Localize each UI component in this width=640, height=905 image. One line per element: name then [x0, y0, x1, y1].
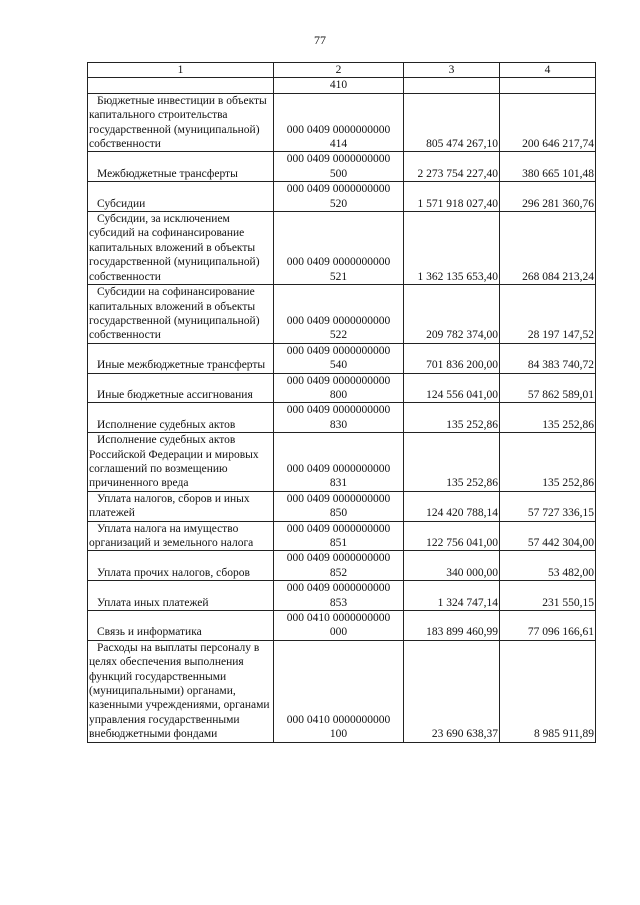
continuation-value1-cell: [404, 78, 500, 93]
row-code-line1: 000 0409 0000000000: [286, 153, 391, 166]
table-row: [88, 343, 596, 373]
row-code-line2: 850: [329, 507, 348, 520]
row-code-cell: [274, 521, 404, 551]
row-code-cell: [274, 491, 404, 521]
row-value2-cell: 296 281 360,76: [500, 182, 596, 212]
row-code-line1: 000 0409 0000000000: [286, 552, 391, 565]
row-code-line1: 000 0409 0000000000: [286, 344, 391, 357]
row-code-line2: 831: [329, 477, 348, 490]
table-row: [88, 212, 596, 285]
row-code-line1: 000 0409 0000000000: [286, 183, 391, 196]
continuation-row: [88, 78, 596, 93]
row-value1-cell: 1 324 747,14: [404, 581, 500, 611]
row-code-cell: [274, 182, 404, 212]
row-value2-cell: 231 550,15: [500, 581, 596, 611]
row-code-line1: 000 0409 0000000000: [286, 256, 391, 269]
column-header-2: 2: [274, 63, 404, 78]
row-value1-cell: 2 273 754 227,40: [404, 152, 500, 182]
row-code-line1: 000 0409 0000000000: [286, 522, 391, 535]
continuation-name-cell: [88, 78, 274, 93]
table-row: [88, 611, 596, 641]
row-value1-cell: 183 899 460,99: [404, 611, 500, 641]
table-row: [88, 521, 596, 551]
row-value1-cell: 124 556 041,00: [404, 373, 500, 403]
row-code-cell: [274, 403, 404, 433]
table-row: [88, 373, 596, 403]
row-name-cell: Иные межбюджетные трансферты: [88, 343, 274, 373]
column-header-1: 1: [88, 63, 274, 78]
row-value1-cell: 209 782 374,00: [404, 285, 500, 344]
table-row: [88, 433, 596, 492]
row-code-line2: 852: [329, 566, 348, 579]
table-row: [88, 491, 596, 521]
row-code-line2: 100: [329, 728, 348, 741]
row-code-line1: 000 0409 0000000000: [286, 462, 391, 475]
table-row: [88, 93, 596, 152]
budget-table: [87, 62, 596, 743]
row-code-cell: [274, 433, 404, 492]
row-value2-cell: 200 646 217,74: [500, 93, 596, 152]
row-value1-cell: 135 252,86: [404, 403, 500, 433]
row-value2-cell: 57 442 304,00: [500, 521, 596, 551]
continuation-value2-cell: [500, 78, 596, 93]
row-name-cell: Расходы на выплаты персоналу в целях обеспечения выполнения функций государственными (муниципальными) органами, казенными учреждениями, органами управления государственными внебюджетными фондами: [88, 640, 274, 742]
row-value1-cell: 1 362 135 653,40: [404, 212, 500, 285]
row-code-line1: 000 0409 0000000000: [286, 374, 391, 387]
row-name-cell: Исполнение судебных актов Российской Федерации и мировых соглашений по возмещению причиненного вреда: [88, 433, 274, 492]
table-body: [88, 78, 596, 742]
continuation-code-cell: 410: [274, 78, 404, 93]
row-code-cell: [274, 212, 404, 285]
row-code-cell: [274, 551, 404, 581]
row-code-line2: 853: [329, 596, 348, 609]
row-code-line1: 000 0409 0000000000: [286, 404, 391, 417]
row-value2-cell: 135 252,86: [500, 433, 596, 492]
row-code-line2: 000: [329, 626, 348, 639]
row-value1-cell: 340 000,00: [404, 551, 500, 581]
row-name-cell: Субсидии, за исключением субсидий на софинансирование капитальных вложений в объекты государственной (муниципальной) собственности: [88, 212, 274, 285]
row-name-cell: Межбюджетные трансферты: [88, 152, 274, 182]
row-code-cell: [274, 373, 404, 403]
row-name-cell: Бюджетные инвестиции в объекты капитального строительства государственной (муниципальной) собственности: [88, 93, 274, 152]
row-name-cell: Уплата налога на имущество организаций и земельного налога: [88, 521, 274, 551]
row-code-line2: 851: [329, 537, 348, 549]
row-name-cell: Связь и информатика: [88, 611, 274, 641]
row-value2-cell: 135 252,86: [500, 403, 596, 433]
row-name-cell: Уплата иных платежей: [88, 581, 274, 611]
table-row: [88, 285, 596, 344]
row-value2-cell: 57 727 336,15: [500, 491, 596, 521]
row-value1-cell: 701 836 200,00: [404, 343, 500, 373]
row-value2-cell: 53 482,00: [500, 551, 596, 581]
table-row: [88, 551, 596, 581]
row-code-line1: 000 0409 0000000000: [286, 314, 391, 327]
row-code-line2: 540: [329, 359, 348, 372]
row-value2-cell: 28 197 147,52: [500, 285, 596, 344]
row-code-cell: [274, 640, 404, 742]
row-value2-cell: 268 084 213,24: [500, 212, 596, 285]
row-value2-cell: 380 665 101,48: [500, 152, 596, 182]
row-code-line2: 500: [329, 167, 348, 180]
row-value1-cell: 1 571 918 027,40: [404, 182, 500, 212]
row-code-cell: [274, 152, 404, 182]
row-code-line2: 414: [329, 138, 348, 151]
row-value1-cell: 135 252,86: [404, 433, 500, 492]
row-name-cell: Уплата налогов, сборов и иных платежей: [88, 491, 274, 521]
table-row: [88, 640, 596, 742]
row-name-cell: Иные бюджетные ассигнования: [88, 373, 274, 403]
column-header-3: 3: [404, 63, 500, 78]
page-number: 77: [314, 33, 326, 47]
row-code-line2: 521: [329, 270, 348, 283]
row-code-line1: 000 0409 0000000000: [286, 123, 391, 136]
row-value1-cell: 805 474 267,10: [404, 93, 500, 152]
row-code-cell: [274, 285, 404, 344]
row-code-line1: 000 0409 0000000000: [286, 582, 391, 595]
table-row: [88, 403, 596, 433]
row-code-line2: 830: [329, 418, 348, 431]
row-code-line2: 520: [329, 197, 348, 210]
row-value2-cell: 84 383 740,72: [500, 343, 596, 373]
table-header-row: [88, 63, 596, 78]
row-name-cell: Уплата прочих налогов, сборов: [88, 551, 274, 581]
row-code-cell: [274, 93, 404, 152]
row-name-cell: Исполнение судебных актов: [88, 403, 274, 433]
row-name-cell: Субсидии: [88, 182, 274, 212]
row-code-line2: 800: [329, 388, 348, 401]
row-code-cell: [274, 611, 404, 641]
column-header-4: 4: [500, 63, 596, 78]
table-row: [88, 581, 596, 611]
row-code-line1: 000 0410 0000000000: [286, 612, 391, 625]
row-value2-cell: 8 985 911,89: [500, 640, 596, 742]
row-code-cell: [274, 343, 404, 373]
row-value2-cell: 77 096 166,61: [500, 611, 596, 641]
row-code-line1: 000 0410 0000000000: [286, 713, 391, 726]
row-code-cell: [274, 581, 404, 611]
row-value1-cell: 124 420 788,14: [404, 491, 500, 521]
row-name-cell: Субсидии на софинансирование капитальных вложений в объекты государственной (муниципальной) собственности: [88, 285, 274, 344]
row-value1-cell: 23 690 638,37: [404, 640, 500, 742]
row-value2-cell: 57 862 589,01: [500, 373, 596, 403]
table-row: [88, 182, 596, 212]
row-code-line1: 000 0409 0000000000: [286, 492, 391, 505]
table-row: [88, 152, 596, 182]
row-code-line2: 522: [329, 329, 348, 342]
row-value1-cell: 122 756 041,00: [404, 521, 500, 551]
